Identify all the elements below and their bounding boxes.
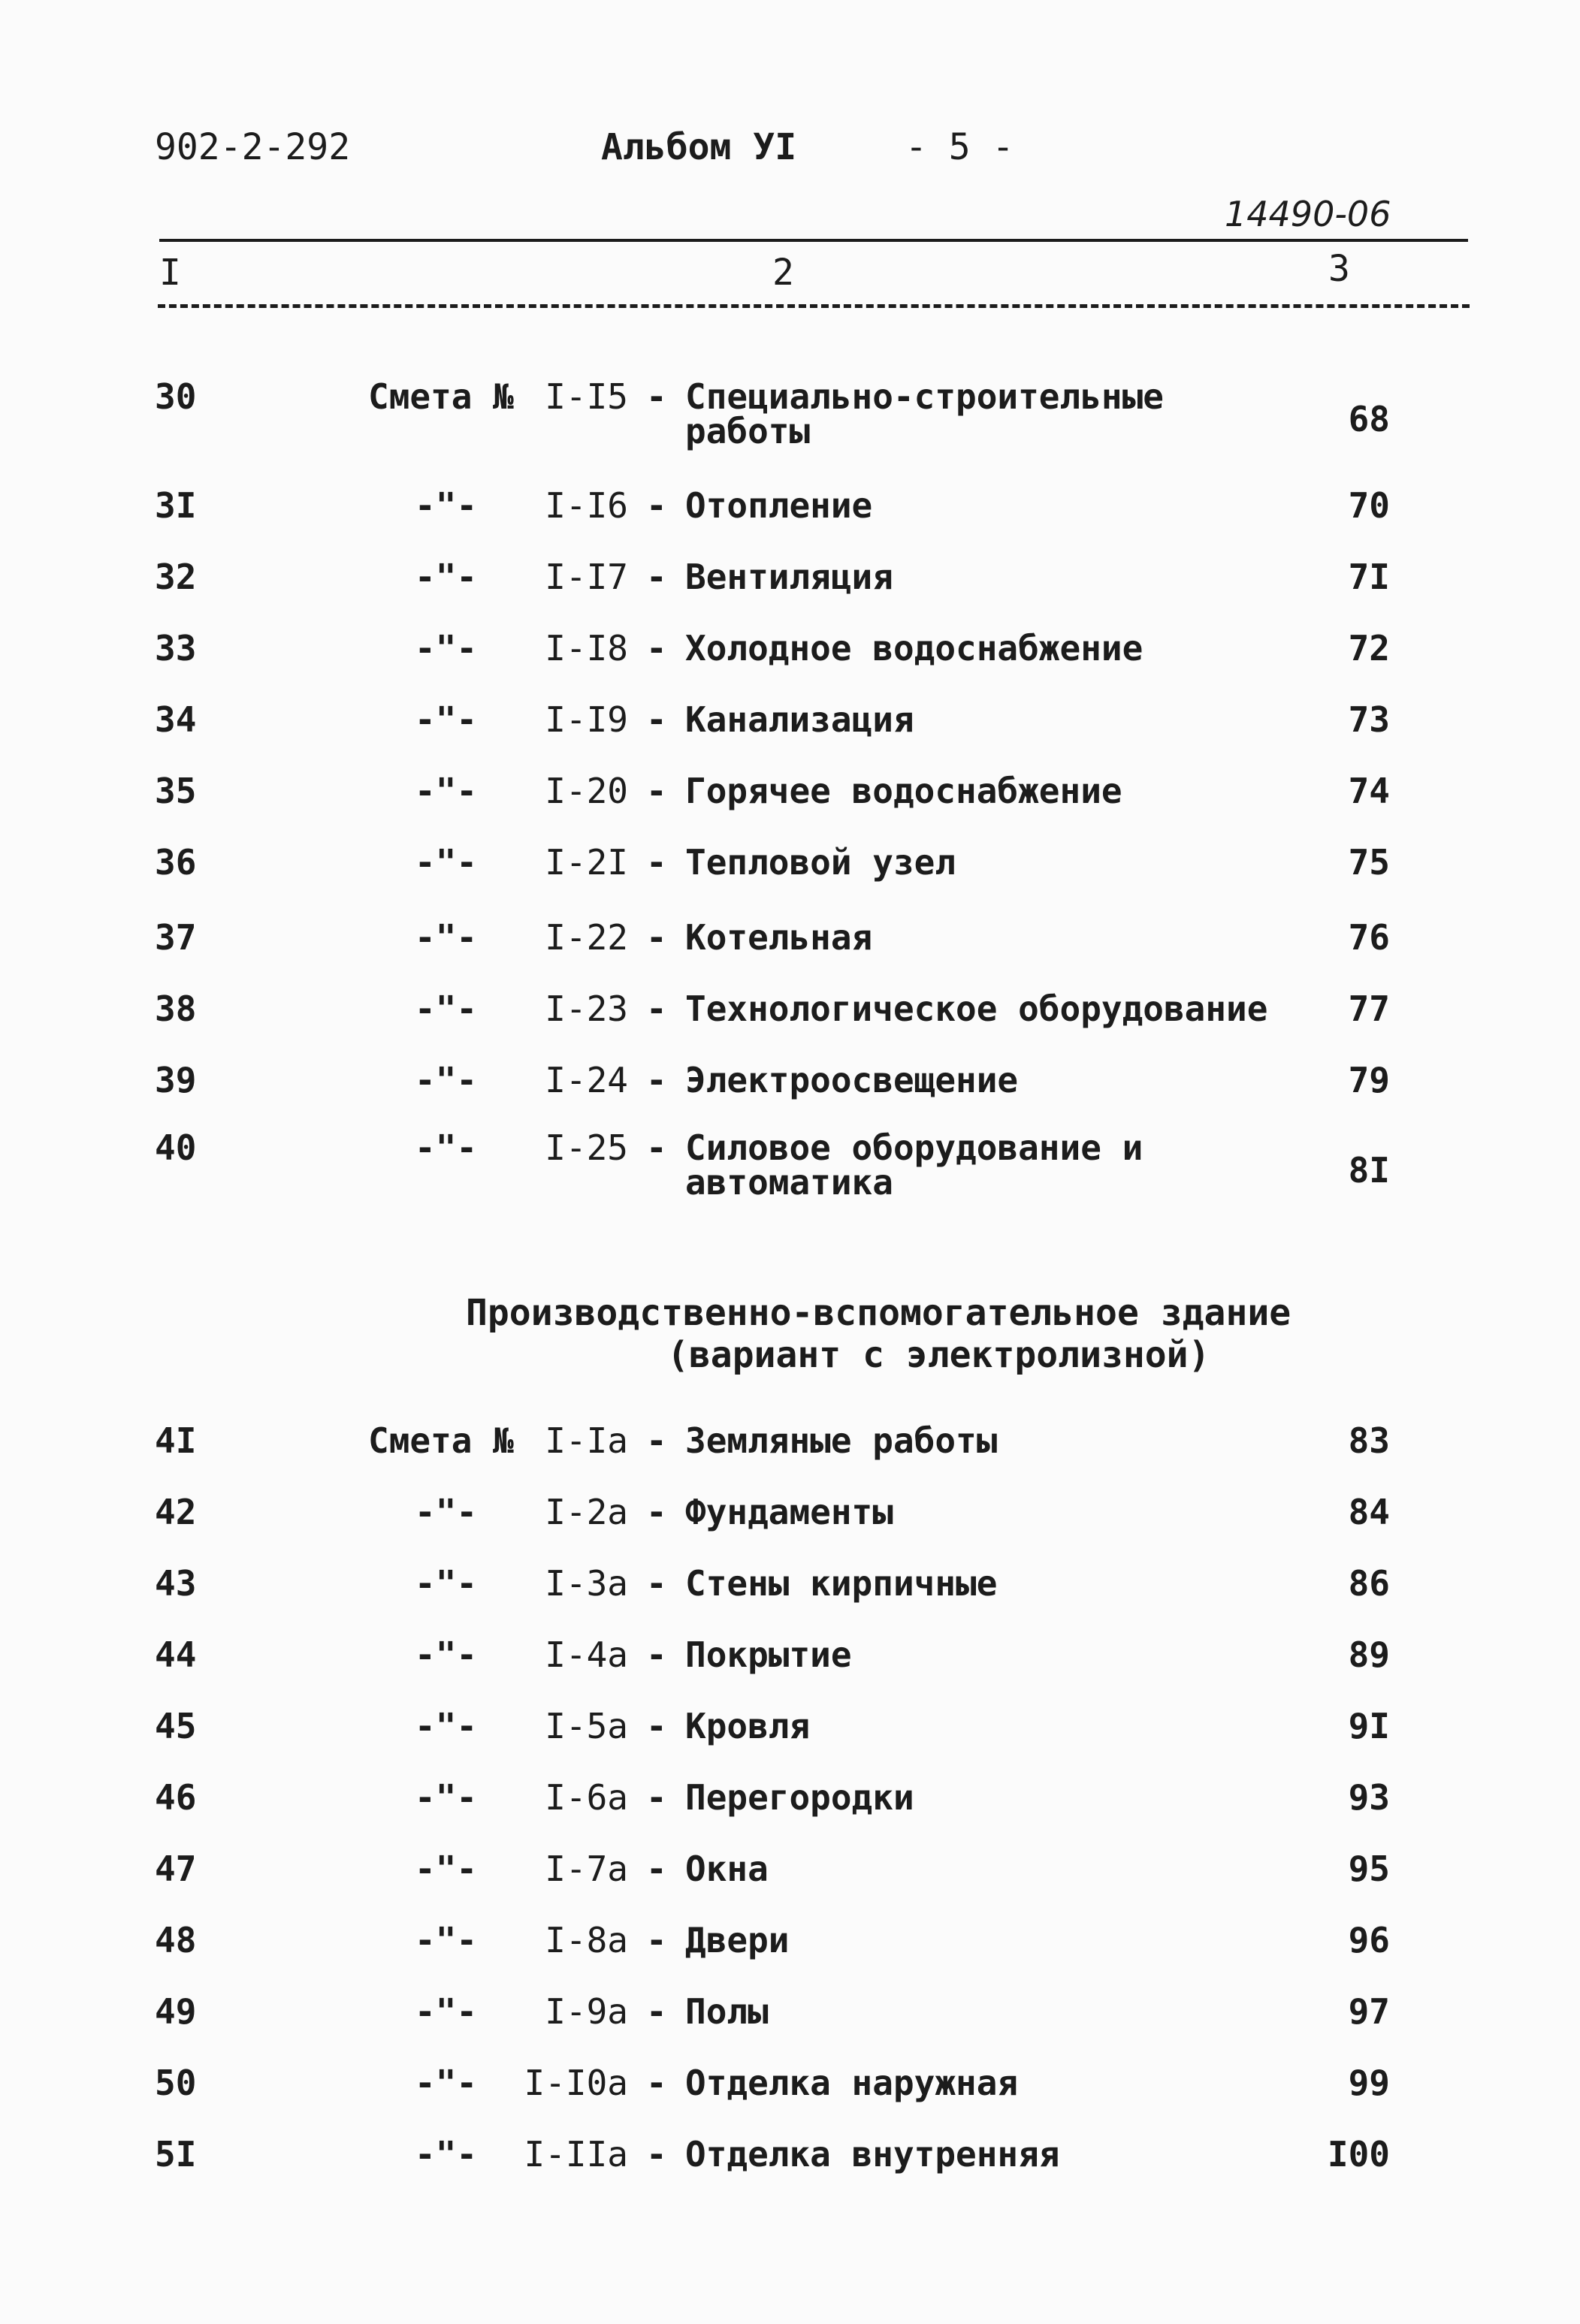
row-number: 43 — [155, 1563, 197, 1604]
page-number: - 5 - — [905, 126, 1014, 168]
page-ref: 96 — [1348, 1920, 1390, 1960]
description-line: Земляные работы — [685, 1420, 998, 1461]
estimate-prefix: -"- — [415, 917, 478, 958]
estimate-code: I-9а — [545, 1991, 628, 2032]
estimate-row — [0, 1563, 1580, 1611]
album-title: Альбом УI — [601, 126, 797, 168]
inventory-number: 14490-06 — [1225, 194, 1391, 234]
page-ref: 86 — [1348, 1563, 1390, 1604]
description-line: Горячее водоснабжение — [685, 771, 1122, 811]
estimate-description — [685, 1777, 914, 1818]
row-number: 32 — [155, 557, 197, 597]
row-number: 35 — [155, 771, 197, 811]
estimate-description — [685, 988, 1268, 1029]
estimate-code: I-I5 — [545, 376, 628, 417]
page-ref: 93 — [1348, 1777, 1390, 1818]
page-ref: 73 — [1348, 699, 1390, 740]
description-line: автоматика — [685, 1162, 893, 1203]
estimate-row — [0, 1849, 1580, 1897]
description-line: Стены кирпичные — [685, 1563, 998, 1604]
row-number: 5I — [155, 2134, 197, 2175]
estimate-row — [0, 485, 1580, 533]
dash-separator: - — [646, 699, 667, 740]
estimate-code: I-I8 — [545, 628, 628, 669]
description-line: Двери — [685, 1920, 790, 1960]
row-number: 33 — [155, 628, 197, 669]
estimate-description — [685, 2134, 1060, 2175]
section-title — [466, 1292, 1322, 1376]
estimate-prefix: -"- — [415, 1563, 478, 1604]
estimate-description — [685, 1420, 998, 1461]
estimate-prefix: -"- — [415, 1849, 478, 1889]
estimate-prefix: -"- — [415, 628, 478, 669]
estimate-description — [685, 842, 956, 883]
page-ref: 68 — [1348, 399, 1390, 439]
row-number: 3I — [155, 485, 197, 526]
estimate-code: I-I9 — [545, 699, 628, 740]
estimate-description — [685, 628, 1143, 669]
row-number: 49 — [155, 1991, 197, 2032]
estimate-description — [685, 1634, 852, 1675]
description-line: Отделка наружная — [685, 2063, 1019, 2103]
row-number: 30 — [155, 376, 197, 417]
estimate-description — [685, 1849, 769, 1889]
dash-separator: - — [646, 1420, 667, 1461]
section-title-line2: (вариант с электролизной) — [667, 1334, 1210, 1376]
description-line: Специально-строительные — [685, 376, 1164, 417]
estimate-row — [0, 699, 1580, 747]
page-ref: 70 — [1348, 485, 1390, 526]
row-number: 47 — [155, 1849, 197, 1889]
page-ref: I00 — [1327, 2134, 1390, 2175]
estimate-code: I-3а — [545, 1563, 628, 1604]
dash-separator: - — [646, 1920, 667, 1960]
estimate-prefix: -"- — [415, 1991, 478, 2032]
description-line: Полы — [685, 1991, 769, 2032]
estimate-row — [0, 771, 1580, 819]
estimate-prefix: -"- — [415, 1060, 478, 1100]
estimate-code: I-25 — [545, 1127, 628, 1168]
document-number: 902-2-292 — [155, 126, 351, 168]
dash-separator: - — [646, 771, 667, 811]
dash-separator: - — [646, 1127, 667, 1168]
page-ref: 97 — [1348, 1991, 1390, 2032]
page-ref: 9I — [1348, 1706, 1390, 1746]
estimate-code: I-IIа — [524, 2134, 628, 2175]
row-number: 48 — [155, 1920, 197, 1960]
page-ref: 74 — [1348, 771, 1390, 811]
description-line: Холодное водоснабжение — [685, 628, 1143, 669]
estimate-prefix: -"- — [415, 988, 478, 1029]
estimate-prefix: -"- — [415, 1634, 478, 1675]
dash-separator: - — [646, 557, 667, 597]
dash-separator: - — [646, 1991, 667, 2032]
section-title-line1: Производственно-вспомогательное здание — [466, 1292, 1291, 1334]
estimate-row — [0, 1991, 1580, 2039]
estimate-row — [0, 1420, 1580, 1468]
estimate-prefix: -"- — [415, 2134, 478, 2175]
estimate-row — [0, 2134, 1580, 2182]
estimate-prefix: -"- — [415, 842, 478, 883]
estimate-code: I-20 — [545, 771, 628, 811]
estimate-code: I-I7 — [545, 557, 628, 597]
description-line: Силовое оборудование и — [685, 1127, 1143, 1168]
estimate-prefix: -"- — [415, 557, 478, 597]
estimate-prefix: Смета № — [368, 1420, 514, 1461]
description-line: Кровля — [685, 1706, 811, 1746]
estimate-code: I-5а — [545, 1706, 628, 1746]
estimate-row — [0, 376, 1580, 451]
row-number: 44 — [155, 1634, 197, 1675]
row-number: 45 — [155, 1706, 197, 1746]
estimate-description — [685, 557, 893, 597]
description-line: работы — [685, 411, 811, 451]
estimate-prefix: -"- — [415, 771, 478, 811]
estimate-code: I-2а — [545, 1492, 628, 1532]
estimate-code: I-8а — [545, 1920, 628, 1960]
estimate-description — [685, 699, 914, 740]
estimate-description — [685, 376, 1164, 451]
description-line: Котельная — [685, 917, 873, 958]
estimate-code: I-Iа — [545, 1420, 628, 1461]
estimate-prefix: -"- — [415, 1706, 478, 1746]
estimate-row — [0, 1777, 1580, 1825]
dash-separator: - — [646, 1060, 667, 1100]
estimate-row — [0, 1492, 1580, 1540]
page-ref: 83 — [1348, 1420, 1390, 1461]
estimate-prefix: -"- — [415, 1777, 478, 1818]
description-line: Вентиляция — [685, 557, 893, 597]
estimate-description — [685, 2063, 1019, 2103]
page-ref: 75 — [1348, 842, 1390, 883]
dash-separator: - — [646, 2134, 667, 2175]
estimate-prefix: -"- — [415, 2063, 478, 2103]
estimate-prefix: Смета № — [368, 376, 514, 417]
header-dashed-rule — [158, 304, 1470, 308]
description-line: Отделка внутренняя — [685, 2134, 1060, 2175]
dash-separator: - — [646, 1492, 667, 1532]
estimate-code: I-4а — [545, 1634, 628, 1675]
row-number: 46 — [155, 1777, 197, 1818]
page-ref: 76 — [1348, 917, 1390, 958]
page-ref: 95 — [1348, 1849, 1390, 1889]
row-number: 39 — [155, 1060, 197, 1100]
estimate-description — [685, 771, 1122, 811]
description-line: Канализация — [685, 699, 914, 740]
estimate-prefix: -"- — [415, 699, 478, 740]
row-number: 37 — [155, 917, 197, 958]
estimate-description — [685, 1991, 769, 2032]
column-header-1: I — [159, 252, 181, 294]
estimate-row — [0, 2063, 1580, 2111]
row-number: 4I — [155, 1420, 197, 1461]
page-ref: 72 — [1348, 628, 1390, 669]
dash-separator: - — [646, 842, 667, 883]
estimate-code: I-I0а — [524, 2063, 628, 2103]
row-number: 36 — [155, 842, 197, 883]
estimate-description — [685, 1706, 811, 1746]
page-ref: 8I — [1348, 1150, 1390, 1191]
dash-separator: - — [646, 1849, 667, 1889]
dash-separator: - — [646, 376, 667, 417]
estimate-description — [685, 1060, 1019, 1100]
estimate-row — [0, 1706, 1580, 1754]
page-ref: 7I — [1348, 557, 1390, 597]
estimate-description — [685, 1920, 790, 1960]
estimate-prefix: -"- — [415, 1492, 478, 1532]
estimate-code: I-I6 — [545, 485, 628, 526]
estimate-row — [0, 557, 1580, 605]
description-line: Фундаменты — [685, 1492, 893, 1532]
description-line: Покрытие — [685, 1634, 852, 1675]
estimate-row — [0, 917, 1580, 965]
dash-separator: - — [646, 1634, 667, 1675]
dash-separator: - — [646, 2063, 667, 2103]
description-line: Отопление — [685, 485, 873, 526]
estimate-row — [0, 1127, 1580, 1203]
description-line: Перегородки — [685, 1777, 914, 1818]
estimate-code: I-22 — [545, 917, 628, 958]
dash-separator: - — [646, 485, 667, 526]
row-number: 50 — [155, 2063, 197, 2103]
estimate-row — [0, 988, 1580, 1037]
estimate-row — [0, 628, 1580, 676]
dash-separator: - — [646, 917, 667, 958]
row-number: 34 — [155, 699, 197, 740]
description-line: Электроосвещение — [685, 1060, 1019, 1100]
page-ref: 77 — [1348, 988, 1390, 1029]
dash-separator: - — [646, 628, 667, 669]
estimate-prefix: -"- — [415, 485, 478, 526]
description-line: Окна — [685, 1849, 769, 1889]
estimate-description — [685, 1492, 893, 1532]
estimate-description — [685, 1563, 998, 1604]
row-number: 38 — [155, 988, 197, 1029]
estimate-code: I-7а — [545, 1849, 628, 1889]
estimate-code: I-23 — [545, 988, 628, 1029]
estimate-row — [0, 1060, 1580, 1108]
page-ref: 79 — [1348, 1060, 1390, 1100]
header-rule — [159, 239, 1468, 242]
description-line: Тепловой узел — [685, 842, 956, 883]
column-header-2: 2 — [772, 252, 794, 294]
estimate-row — [0, 1920, 1580, 1968]
estimate-code: I-2I — [545, 842, 628, 883]
dash-separator: - — [646, 1777, 667, 1818]
estimate-description — [685, 485, 873, 526]
estimate-row — [0, 1634, 1580, 1683]
page-ref: 89 — [1348, 1634, 1390, 1675]
estimate-description — [685, 917, 873, 958]
dash-separator: - — [646, 1563, 667, 1604]
estimate-prefix: -"- — [415, 1127, 478, 1168]
dash-separator: - — [646, 1706, 667, 1746]
description-line: Технологическое оборудование — [685, 988, 1268, 1029]
dash-separator: - — [646, 988, 667, 1029]
estimate-prefix: -"- — [415, 1920, 478, 1960]
page-ref: 99 — [1348, 2063, 1390, 2103]
estimate-code: I-24 — [545, 1060, 628, 1100]
row-number: 40 — [155, 1127, 197, 1168]
estimate-description — [685, 1127, 1143, 1203]
estimate-code: I-6а — [545, 1777, 628, 1818]
column-header-3: 3 — [1328, 248, 1350, 290]
estimate-row — [0, 842, 1580, 890]
page-ref: 84 — [1348, 1492, 1390, 1532]
row-number: 42 — [155, 1492, 197, 1532]
